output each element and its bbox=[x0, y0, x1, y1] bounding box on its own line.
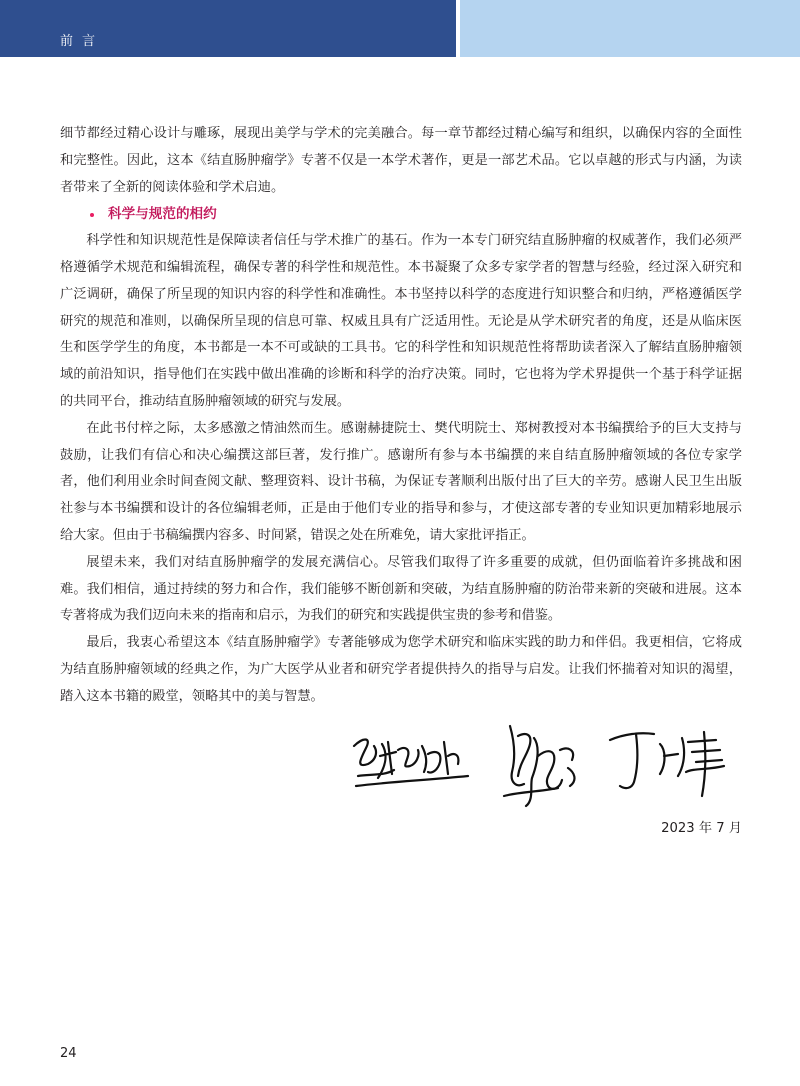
header-accent-block bbox=[460, 0, 800, 57]
header-title: 前言 bbox=[60, 34, 105, 49]
bullet-icon bbox=[90, 213, 94, 217]
signature-icon bbox=[348, 716, 740, 816]
paragraph-continued: 细节都经过精心设计与雕琢，展现出美学与学术的完美融合。每一章节都经过精心编写和组织，以确保内容的全面性和完整性。因此，这本《结直肠肿瘤学》专著不仅是一本学术著作，更是一部艺术品。它以卓越的形式与内涵，为读者带来了全新的阅读体验和学术启迪。 bbox=[60, 126, 742, 195]
paragraph-2: 科学性和知识规范性是保障读者信任与学术推广的基石。作为一本专门研究结直肠肿瘤的权威著作，我们必须严格遵循学术规范和编辑流程，确保专著的科学性和规范性。本书凝聚了众多专家学者的智慧与经验，经过深入研究和广泛调研，确保了所呈现的知识内容的科学性和准确性。本书坚持以科学的态度进行知识整合和归纳，严格遵循医学研究的规范和准则，以确保所呈现的信息可靠、权威且具有广泛适用性。无论是从学术研究者的角度，还是从临床医生和医学学生的角度，本书都是一本不可或缺的工具书。它的科学性和知识规范性将帮助读者深入了解结直肠肿瘤领域的前沿知识，指导他们在实践中做出准确的诊断和科学的治疗决策。同时，它也将为学术界提供一个基于科学证据的共同平台，推动结直肠肿瘤领域的研究与发展。 bbox=[60, 233, 742, 409]
paragraph-3: 在此书付梓之际，太多感激之情油然而生。感谢赫捷院士、樊代明院士、郑树教授对本书编撰给予的巨大支持与鼓励，让我们有信心和决心编撰这部巨著，发行推广。感谢所有参与本书编撰的来自结直肠肿瘤领域的各位专家学者，他们利用业余时间查阅文献、整理资料、设计书稿，为保证专著顺利出版付出了巨大的辛劳。感谢人民卫生出版社参与本书编撰和设计的各位编辑老师，正是由于他们专业的指导和参与，才使这部专著的专业知识更加精彩地展示给大家。但由于书稿编撰内容多、时间紧，错误之处在所难免，请大家批评指正。 bbox=[60, 420, 742, 543]
section-heading bbox=[60, 201, 742, 228]
signature-1 bbox=[354, 740, 468, 787]
paragraph-5: 最后，我衷心希望这本《结直肠肿瘤学》专著能够成为您学术研究和临床实践的助力和伴侣。我更相信，它将成为结直肠肿瘤领域的经典之作，为广大医学从业者和研究学者提供持久的指导与启发。让我们怀揣着对知识的渴望，踏入这本书籍的殿堂，领略其中的美与智慧。 bbox=[60, 635, 742, 704]
page-number: 24 bbox=[60, 1046, 77, 1061]
header-bar bbox=[0, 0, 456, 57]
preface-body bbox=[60, 121, 742, 711]
signature-3 bbox=[610, 732, 724, 796]
date: 2023 年 7 月 bbox=[661, 821, 742, 836]
signature-area bbox=[348, 716, 740, 816]
signature-2 bbox=[504, 726, 574, 806]
section-heading-text: 科学与规范的相约 bbox=[108, 206, 217, 223]
paragraph-4: 展望未来，我们对结直肠肿瘤学的发展充满信心。尽管我们取得了许多重要的成就，但仍面临着许多挑战和困难。我们相信，通过持续的努力和合作，我们能够不断创新和突破，为结直肠肿瘤的防治带来新的突破和进展。这本专著将成为我们迈向未来的指南和启示，为我们的研究和实践提供宝贵的参考和借鉴。 bbox=[60, 554, 742, 624]
